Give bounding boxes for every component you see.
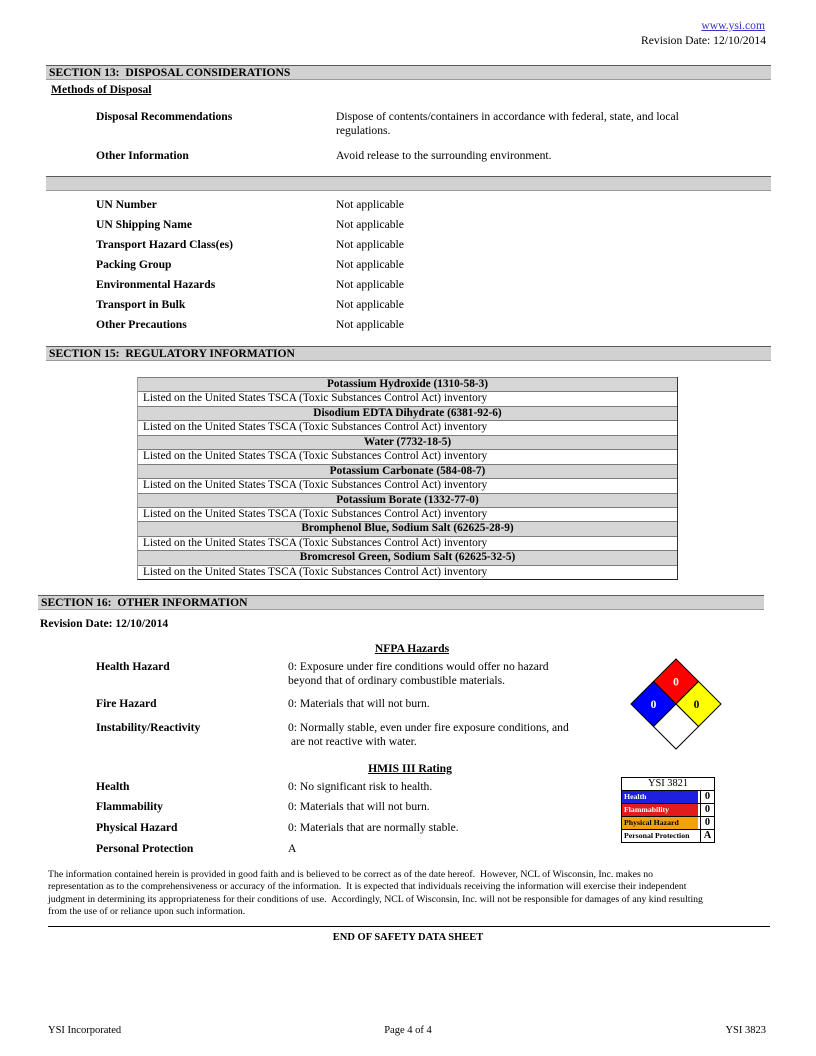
disposal-recommendations-value-line-2: regulations. [336,124,391,137]
packing-group-label: Packing Group [96,258,172,271]
hmis-label-row-health [622,791,714,804]
regulatory-listing: Listed on the United States TSCA (Toxic Substances Control Act) inventory [138,449,677,463]
un-shipping-name-value: Not applicable [336,218,404,231]
regulatory-listing: Listed on the United States TSCA (Toxic Substances Control Act) inventory [138,391,677,405]
hmis-label-title: YSI 3821 [622,778,714,791]
regulatory-substance-name: Potassium Borate (1332-77-0) [138,493,677,507]
footer-document-number: YSI 3823 [725,1025,766,1036]
nfpa-health-hazard-label: Health Hazard [96,660,170,673]
regulatory-substance-name: Bromphenol Blue, Sodium Salt (62625-28-9) [138,521,677,535]
other-information-label: Other Information [96,149,189,162]
regulatory-listing: Listed on the United States TSCA (Toxic Substances Control Act) inventory [138,507,677,521]
regulatory-substance-name: Potassium Carbonate (584-08-7) [138,464,677,478]
disclaimer-line: The information contained herein is provided in good faith and is believed to be correct as of the date hereof. However, NCL of Wisconsin, Inc. makes no [48,869,654,880]
regulatory-substance-name: Water (7732-18-5) [138,435,677,449]
hmis-label-rating: 0 [700,791,714,803]
hmis-label-row-personal-protection [622,830,714,842]
methods-of-disposal-heading: Methods of Disposal [51,83,152,96]
nfpa-diamond [628,656,724,752]
transport-hazard-class-value: Not applicable [336,238,404,251]
nfpa-health-hazard-value-line-2: beyond that of ordinary combustible materials. [288,674,506,687]
hmis-label-rating: 0 [700,817,714,829]
disclaimer-line: from the use of or reliance upon such information. [48,906,246,918]
regulatory-listing: Listed on the United States TSCA (Toxic Substances Control Act) inventory [138,420,677,434]
nfpa-heading: NFPA Hazards [374,642,450,655]
hmis-label-category: Flammability [622,804,698,816]
nfpa-fire-hazard-label: Fire Hazard [96,697,157,710]
regulatory-listing: Listed on the United States TSCA (Toxic Substances Control Act) inventory [138,565,677,579]
section-14-header [46,176,771,191]
hmis-health-label: Health [96,780,130,793]
other-precautions-label: Other Precautions [96,318,187,331]
website-link[interactable]: www.ysi.com [701,19,765,32]
nfpa-instability-value-line-1: 0: Normally stable, even under fire exposure conditions, and [288,721,569,734]
environmental-hazards-label: Environmental Hazards [96,278,216,291]
other-precautions-value: Not applicable [336,318,404,331]
disposal-recommendations-value-line-1: Dispose of contents/containers in accordance with federal, state, and local [336,110,679,123]
disclaimer-line: judgment in determining its appropriateness for their conditions of use. Accordingly, NCL of Wisconsin, Inc. will not be responsible for damages of any kind resulting [48,893,703,905]
hmis-label-category: Personal Protection [622,830,698,842]
hmis-physical-hazard-value: 0: Materials that are normally stable. [288,821,459,834]
hmis-label-category: Health [622,791,698,803]
end-divider [48,926,770,927]
nfpa-instability-value-line-2: are not reactive with water. [288,735,417,748]
environmental-hazards-value: Not applicable [336,278,404,291]
hmis-label-box [621,777,715,843]
nfpa-health-rating: 0 [650,699,657,711]
section-15-header: SECTION 15: REGULATORY INFORMATION [46,346,771,361]
un-number-label: UN Number [96,198,157,211]
header-revision-date: Revision Date: 12/10/2014 [641,34,766,47]
regulatory-substance-name: Bromcresol Green, Sodium Salt (62625-32-5) [138,550,677,564]
nfpa-instability-label: Instability/Reactivity [96,721,201,734]
nfpa-instability-rating: 0 [693,699,700,711]
hmis-label-row-physical-hazard [622,817,714,830]
un-number-value: Not applicable [336,198,404,211]
section-16-header: SECTION 16: OTHER INFORMATION [38,595,764,610]
footer-page-number: Page 4 of 4 [384,1025,432,1036]
hmis-heading: HMIS III Rating [368,762,452,775]
section-13-header: SECTION 13: DISPOSAL CONSIDERATIONS [46,65,771,80]
regulatory-table [137,377,678,580]
regulatory-listing: Listed on the United States TSCA (Toxic Substances Control Act) inventory [138,478,677,492]
nfpa-fire-hazard-value: 0: Materials that will not burn. [288,697,430,710]
transport-in-bulk-label: Transport in Bulk [96,298,186,311]
hmis-label-category: Physical Hazard [622,817,698,829]
transport-in-bulk-value: Not applicable [336,298,404,311]
disposal-recommendations-label: Disposal Recommendations [96,110,233,123]
hmis-label-rating: 0 [700,804,714,816]
end-of-sheet-text: END OF SAFETY DATA SHEET [332,932,484,943]
hmis-label-rating: A [700,830,714,842]
hmis-physical-hazard-label: Physical Hazard [96,821,178,834]
hmis-flammability-value: 0: Materials that will not burn. [288,800,430,813]
disclaimer [48,869,703,919]
nfpa-flammability-rating: 0 [673,676,679,689]
hmis-personal-protection-label: Personal Protection [96,842,194,855]
nfpa-health-hazard-value-line-1: 0: Exposure under fire conditions would offer no hazard [288,660,549,673]
regulatory-substance-name: Potassium Hydroxide (1310-58-3) [138,377,677,391]
other-information-value: Avoid release to the surrounding environment. [336,149,552,162]
footer-company: YSI Incorporated [48,1025,122,1036]
section-16-revision-date: Revision Date: 12/10/2014 [40,617,169,630]
disclaimer-line: representation as to the comprehensiveness or accuracy of the information. It is expected that individuals receiving the information will exercise their independent [48,881,687,893]
hmis-health-value: 0: No significant risk to health. [288,780,433,793]
transport-hazard-class-label: Transport Hazard Class(es) [96,238,233,251]
un-shipping-name-label: UN Shipping Name [96,218,192,231]
hmis-flammability-label: Flammability [96,800,163,813]
regulatory-substance-name: Disodium EDTA Dihydrate (6381-92-6) [138,406,677,420]
packing-group-value: Not applicable [336,258,404,271]
regulatory-listing: Listed on the United States TSCA (Toxic Substances Control Act) inventory [138,536,677,550]
hmis-personal-protection-value: A [288,842,297,855]
hmis-label-row-flammability [622,804,714,817]
